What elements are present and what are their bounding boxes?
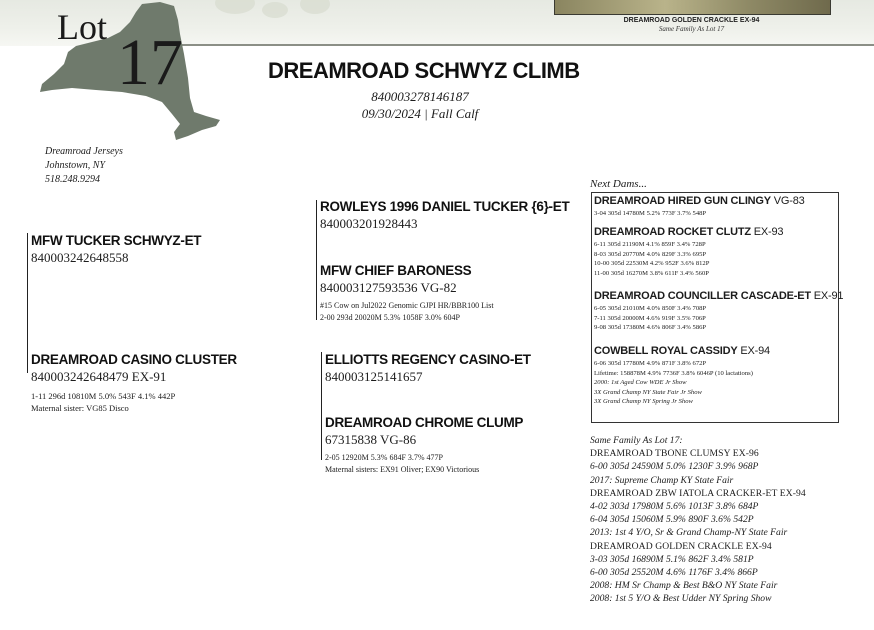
sire-dam-name: MFW CHIEF BARONESS <box>320 263 472 278</box>
family-honor: 2008: 1st 5 Y/O & Best Udder NY Spring Show <box>590 593 772 605</box>
next-dam-record: 7-11 305d 20000M 4.6% 919F 3.5% 706P <box>594 314 706 322</box>
next-dam-record: 10-00 305d 22530M 4.2% 952F 3.6% 812P <box>594 260 710 267</box>
family-record: 3-03 305d 16890M 5.1% 862F 3.4% 581P <box>590 553 754 565</box>
next-dam-class: EX-91 <box>810 290 844 302</box>
lot-number: 17 <box>117 26 183 99</box>
next-dam-record: 9-08 305d 17380M 4.6% 806F 3.4% 586P <box>594 324 707 331</box>
photo-caption-title: DREAMROAD GOLDEN CRACKLE EX-94 <box>623 17 760 24</box>
next-dam-name-text: DREAMROAD HIRED GUN CLINGY <box>594 195 771 207</box>
sire-sire-name: ROWLEYS 1996 DANIEL TUCKER {6}-ET <box>320 199 570 214</box>
next-dam-record: 6-06 305d 17780M 4.9% 871F 3.8% 672P <box>594 360 707 367</box>
leaf-decoration <box>262 2 288 18</box>
next-dam-3 <box>594 290 843 333</box>
sire-sire-id: 840003201928443 <box>320 216 418 231</box>
breeder-town: Johnstown, NY <box>45 160 106 171</box>
lot-label: Lot <box>57 7 107 47</box>
photo-caption-subtitle: Same Family As Lot 17 <box>658 25 725 33</box>
sire-name: MFW TUCKER SCHWYZ-ET <box>31 233 202 248</box>
next-dam-4 <box>594 345 770 407</box>
dam-sire-block <box>325 352 531 385</box>
sire-dam-record: 2-00 293d 20020M 5.3% 1058F 3.0% 604P <box>320 313 461 322</box>
next-dam-2 <box>594 226 783 278</box>
next-dam-1 <box>594 195 805 219</box>
same-family-list <box>590 434 806 606</box>
dam-sire-name: ELLIOTTS REGENCY CASINO-ET <box>325 352 531 367</box>
next-dam-record: 11-00 305d 16270M 3.8% 611F 3.4% 560P <box>594 269 709 277</box>
sire-dam-id-class: 840003127593536 VG-82 <box>320 280 457 295</box>
animal-id: 840003278146187 <box>371 89 469 104</box>
dam-note: Maternal sister: VG85 Disco <box>31 403 129 413</box>
family-heading: Same Family As Lot 17: <box>590 435 683 446</box>
breeder-phone: 518.248.9294 <box>45 174 100 185</box>
next-dam-name <box>594 226 783 238</box>
family-cow-name: DREAMROAD TBONE CLUMSY EX-96 <box>590 448 759 460</box>
next-dam-honor: 3X Grand Champ NY State Fair Jr Show <box>594 388 702 396</box>
family-honor: 2008: HM Sr Champ & Best B&O NY State Fair <box>590 580 778 592</box>
next-dam-class: EX-93 <box>750 226 784 238</box>
next-dam-record: 6-05 305d 21010M 4.0% 850F 3.4% 708P <box>594 305 707 312</box>
dam-record: 1-11 296d 10810M 5.0% 543F 4.1% 442P <box>31 391 176 401</box>
family-record: 6-00 305d 25520M 4.6% 1176F 3.4% 866P <box>590 567 758 579</box>
dam-name: DREAMROAD CASINO CLUSTER <box>31 352 237 367</box>
next-dam-name-text: DREAMROAD ROCKET CLUTZ <box>594 226 751 238</box>
next-dam-record: 3-04 305d 14780M 5.2% 773F 3.7% 548P <box>594 210 707 217</box>
sire-block <box>31 233 201 266</box>
family-cow-name: DREAMROAD ZBW IATOLA CRACKER-ET EX-94 <box>590 487 806 499</box>
cow-photo <box>554 0 831 15</box>
next-dam-record: 8-03 305d 20770M 4.0% 829F 3.3% 695P <box>594 250 707 258</box>
sire-dam-note: #15 Cow on Jul2022 Genomic GJPI HR/BBR100 List <box>320 301 494 310</box>
family-cow-name: DREAMROAD GOLDEN CRACKLE EX-94 <box>590 540 772 552</box>
dam-dam-block <box>325 415 523 476</box>
dam-dam-record: 2-05 12920M 5.3% 684F 3.7% 477P <box>325 453 444 462</box>
next-dam-class: VG-83 <box>770 195 805 207</box>
next-dam-name <box>594 195 805 207</box>
header-rule <box>175 44 874 46</box>
animal-birthdate-class: 09/30/2024 | Fall Calf <box>361 106 479 121</box>
family-honor: 2017: Supreme Champ KY State Fair <box>590 474 734 486</box>
family-record: 6-00 305d 24590M 5.0% 1230F 3.9% 968P <box>590 461 759 473</box>
next-dam-name <box>594 290 843 302</box>
dam-id-class: 840003242648479 EX-91 <box>31 369 167 384</box>
next-dams-label: Next Dams... <box>590 178 647 190</box>
next-dam-class: EX-94 <box>737 345 770 357</box>
next-dam-record: 6-11 305d 21190M 4.1% 859F 3.4% 728P <box>594 241 706 248</box>
pedigree-line-sire <box>316 200 317 320</box>
dam-dam-id-class: 67315838 VG-86 <box>325 432 417 447</box>
next-dam-lifetime: Lifetime: 158878M 4.9% 7736F 3.8% 6046P (10 lactations) <box>594 369 753 377</box>
sire-id: 840003242648558 <box>31 250 129 265</box>
breeder-farm: Dreamroad Jerseys <box>45 146 123 157</box>
sire-dam-block <box>320 263 494 324</box>
next-dam-honor: 2000: 1st Aged Cow WDE Jr Show <box>594 379 687 386</box>
breeder-info <box>45 145 123 187</box>
pedigree-line-parents <box>27 233 28 373</box>
next-dam-name-text: DREAMROAD COUNCILLER CASCADE-ET <box>594 290 811 302</box>
leaf-decoration <box>300 0 330 14</box>
next-dam-honor: 3X Grand Champ NY Spring Jr Show <box>594 398 693 405</box>
family-record: 4-02 303d 17980M 5.6% 1013F 3.8% 684P <box>590 501 759 513</box>
dam-dam-note: Maternal sisters: EX91 Oliver; EX90 Victorious <box>325 465 480 474</box>
family-honor: 2013: 1st 4 Y/O, Sr & Grand Champ-NY State Fair <box>590 527 788 539</box>
next-dam-name-text: COWBELL ROYAL CASSIDY <box>594 345 738 357</box>
next-dam-name <box>594 345 770 357</box>
dam-sire-id: 840003125141657 <box>325 369 423 384</box>
photo-caption <box>554 17 829 33</box>
sire-sire-block <box>320 199 569 232</box>
dam-dam-name: DREAMROAD CHROME CLUMP <box>325 415 524 430</box>
pedigree-line-dam <box>321 352 322 460</box>
dam-block <box>31 352 237 414</box>
animal-name: DREAMROAD SCHWYZ CLIMB <box>268 58 580 83</box>
family-record: 6-04 305d 15060M 5.9% 890F 3.6% 542P <box>590 514 754 526</box>
